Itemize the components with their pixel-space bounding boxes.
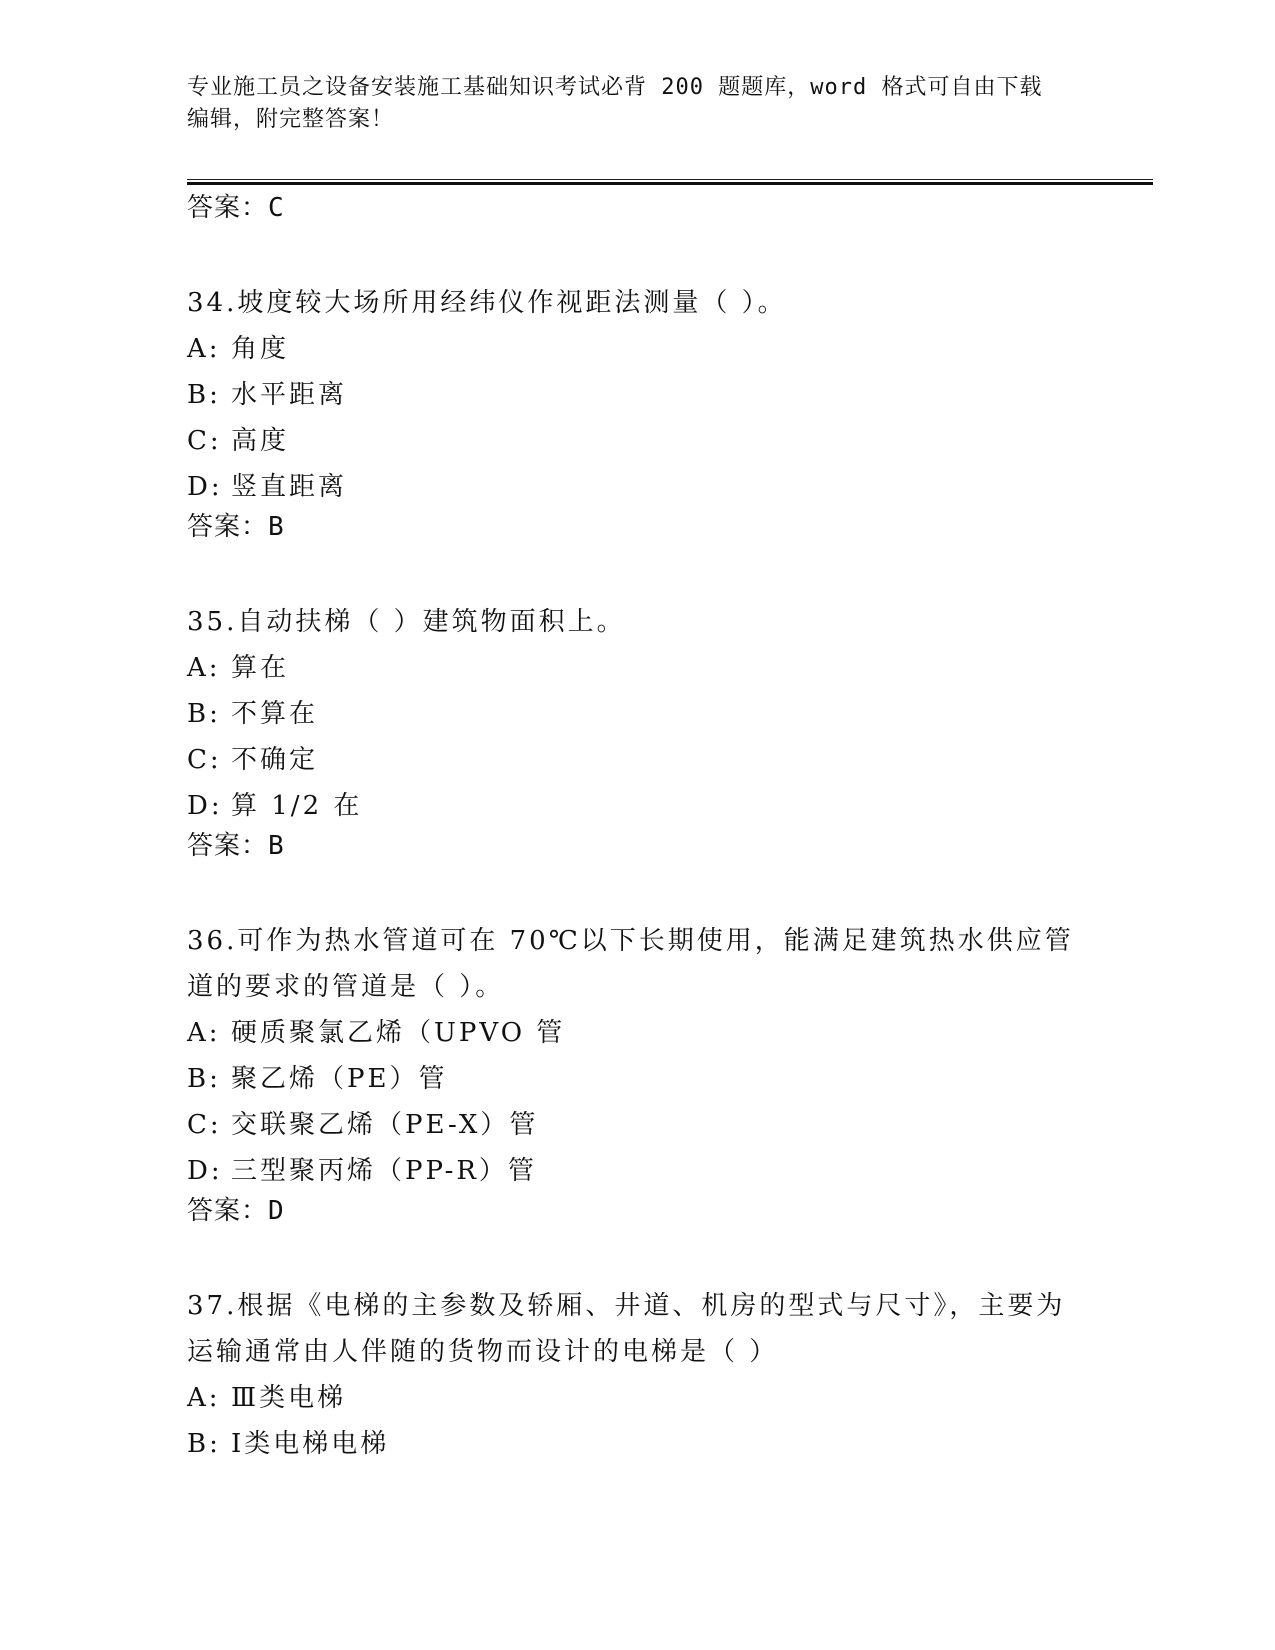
option-c [187, 1102, 1087, 1148]
option-key: C: [187, 745, 222, 775]
answer-value: C [268, 193, 285, 223]
question-answer [187, 1194, 1087, 1228]
option-text: 高度 [231, 426, 290, 456]
document-header [187, 72, 1087, 136]
header-rule-thin [187, 179, 1153, 180]
option-d [187, 464, 1087, 510]
question-answer [187, 829, 1087, 863]
option-key: D: [187, 472, 223, 502]
answer-label: 答案： [187, 193, 269, 223]
previous-answer [187, 191, 1087, 225]
question-text: 34.坡度较大场所用经纬仪作视距法测量（ ）。 [187, 288, 787, 318]
document-content [187, 191, 1087, 1467]
option-text: Ⅰ类电梯电梯 [231, 1429, 390, 1459]
option-c [187, 418, 1087, 464]
option-b [187, 1056, 1087, 1102]
option-b [187, 691, 1087, 737]
option-key: D: [187, 791, 223, 821]
option-key: B: [187, 380, 221, 410]
option-key: C: [187, 1110, 222, 1140]
question-text: 36.可作为热水管道可在 70℃以下长期使用，能满足建筑热水供应管道的要求的管道是（ ）。 [187, 926, 1074, 1002]
option-a [187, 645, 1087, 691]
option-a [187, 326, 1087, 372]
header-rule-thick [187, 182, 1153, 185]
question-answer [187, 510, 1087, 544]
option-key: A: [187, 334, 221, 364]
option-key: B: [187, 1064, 221, 1094]
option-b [187, 372, 1087, 418]
option-a [187, 1375, 1087, 1421]
option-text: 不确定 [231, 745, 319, 775]
option-text: 交联聚乙烯（PE-X）管 [231, 1110, 539, 1140]
question-block-37 [187, 1283, 1087, 1467]
option-key: C: [187, 426, 222, 456]
option-text: 聚乙烯（PE）管 [231, 1064, 448, 1094]
option-key: B: [187, 699, 221, 729]
question-text: 35.自动扶梯（ ）建筑物面积上。 [187, 607, 626, 637]
answer-label: 答案： [187, 512, 269, 542]
question-block-34 [187, 280, 1087, 544]
option-b [187, 1421, 1087, 1467]
question-block-35 [187, 599, 1087, 863]
option-d [187, 1148, 1087, 1194]
question-block-36 [187, 918, 1087, 1228]
option-key: D: [187, 1156, 223, 1186]
answer-label: 答案： [187, 1196, 269, 1226]
answer-value: B [268, 512, 285, 542]
option-key: A: [187, 1383, 221, 1413]
answer-value: D [268, 1196, 285, 1226]
option-text: 水平距离 [231, 380, 348, 410]
option-key: A: [187, 653, 221, 683]
option-text: 不算在 [231, 699, 319, 729]
option-a [187, 1010, 1087, 1056]
option-key: B: [187, 1429, 221, 1459]
option-d [187, 783, 1087, 829]
header-line-2: 编辑，附完整答案！ [187, 107, 395, 132]
option-text: 三型聚丙烯（PP-R）管 [231, 1156, 537, 1186]
header-line-1: 专业施工员之设备安装施工基础知识考试必背 200 题题库，word 格式可自由下载 [187, 75, 1043, 100]
option-text: Ⅲ类电梯 [231, 1383, 347, 1413]
option-key: A: [187, 1018, 221, 1048]
option-text: 硬质聚氯乙烯（UPVO 管 [231, 1018, 566, 1048]
option-text: 竖直距离 [231, 472, 348, 502]
question-text: 37.根据《电梯的主参数及轿厢、井道、机房的型式与尺寸》，主要为运输通常由人伴随的货物而设计的电梯是（ ） [187, 1291, 1066, 1367]
option-text: 算 1/2 在 [231, 791, 363, 821]
option-c [187, 737, 1087, 783]
answer-value: B [268, 831, 285, 861]
option-text: 算在 [231, 653, 290, 683]
option-text: 角度 [231, 334, 290, 364]
answer-label: 答案： [187, 831, 269, 861]
